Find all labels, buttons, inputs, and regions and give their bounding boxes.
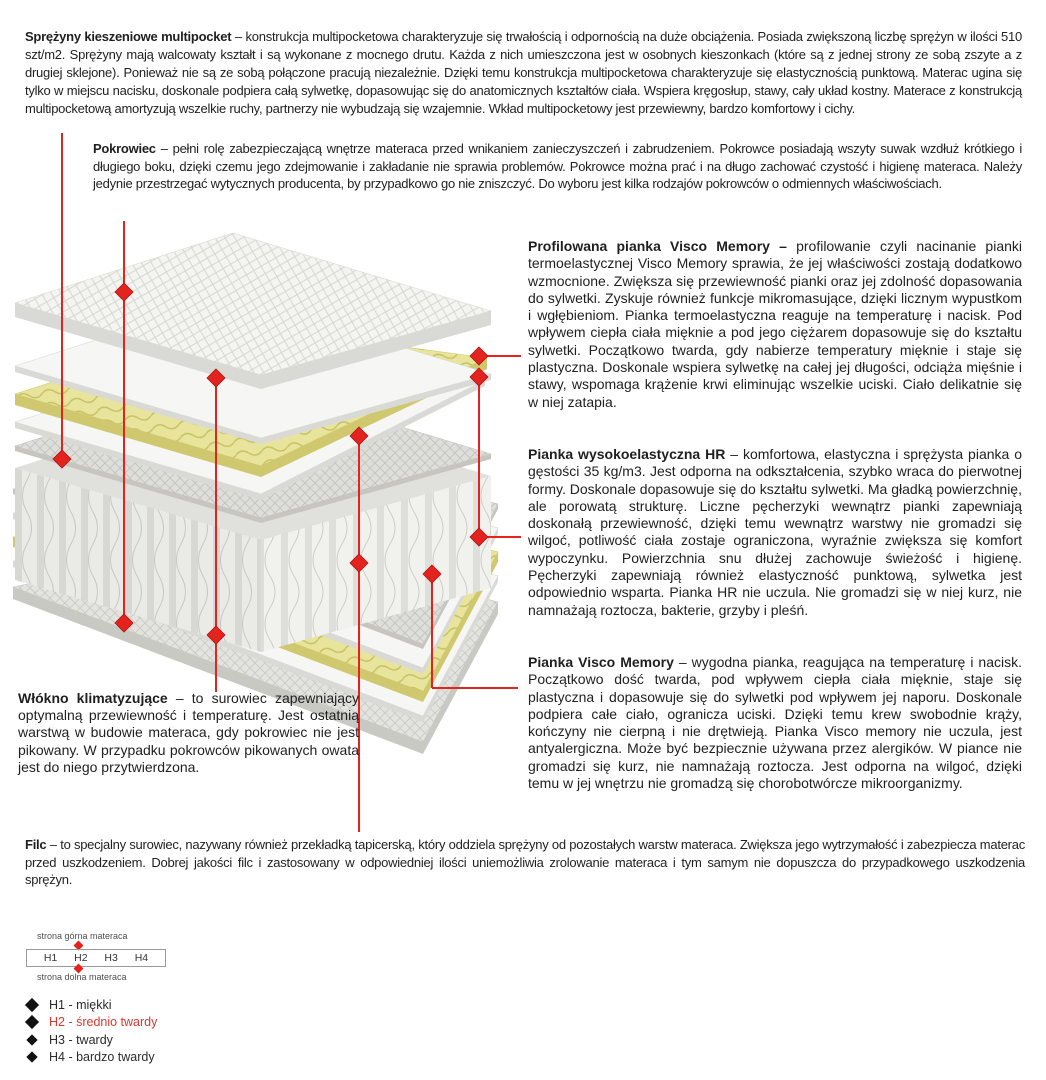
hardness-scale-box <box>26 949 166 967</box>
paragraph-felt-body: to specjalny surowiec, nazywany również przekładką tapicerską, który oddziela sprężyny od pozostałych warstw materaca. Zwiększa jego wytrzymałość i zabezpiecza materac przed uszkodzeniem. Dobrej jakości filc i zastosowany w odpowiedniej ilości uniemożliwia zrolowanie materaca i tym samym nie dopuszcza do przypadkowego uszkodzenia sprężyn. <box>25 837 1025 887</box>
paragraph-hr-foam-body: komfortowa, elastyczna i sprężysta pianka o gęstości 35 kg/m3. Jest odporna na odkształcenia, szybko wraca do pierwotnej formy. Doskonale dopasowuje się do kształtu sylwetki. Ma gładką powierzchnię, ale porowatą strukturę. Liczne pęcherzyki wewnątrz pianki zapewniają doskonałą przewiewność, dzięki temu wewnątrz warstwy nie gromadzi się wilgoć, potliwość ciała zostaje ograniczona, wyraźnie zwiększa się komfort wypoczynku. Powierzchnia snu dłużej zachowuje świeżość i higienę. Pęcherzyki zapewniają również elastyczność punktową, sylwetka jest odpowiednio wsparta. Pianka HR nie uczula. Nie gromadzi się w niej kurz, nie namnażają roztocza, bakterie, grzyby i pleśń. <box>528 446 1022 618</box>
diamond-icon <box>25 998 39 1012</box>
hardness-legend <box>27 996 157 1066</box>
legend-row-h4 <box>27 1049 157 1067</box>
paragraph-profiled-visco <box>528 238 1022 411</box>
legend-label-h4: H4 - bardzo twardy <box>49 1050 155 1065</box>
paragraph-profiled-visco-title: Profilowana pianka Visco Memory – <box>528 238 787 254</box>
paragraph-cover-title: Pokrowiec <box>93 141 156 156</box>
scale-bottom-side-label: strona dolna materaca <box>37 972 127 982</box>
diamond-icon <box>26 1052 37 1063</box>
paragraph-felt: Filc – to specjalny surowiec, nazywany również przekładką tapicerską, który oddziela sprężyny od pozostałych warstw materaca. Zwiększa jego wytrzymałość i zabezpiecza materac przed uszkodzeniem. Dobrej jakości filc i zastosowany w odpowiedniej ilości uniemożliwia zrolowanie materaca i tym samym nie dopuszcza do przypadkowego uszkodzenia sprężyn. <box>25 837 1025 887</box>
paragraph-fiber-body: to surowiec zapewniający optymalną przewiewność i temperaturę. Jest ostatnią warstwą w budowie materaca, gdy pokrowiec nie jest pikowany. W przypadku pokrowców pikowanych owata jest do niego przytwierdzona. <box>18 690 360 775</box>
scale-top-side-label: strona górna materaca <box>37 931 128 941</box>
legend-row-h2 <box>27 1014 157 1032</box>
hardness-level-h1: H1 <box>43 952 58 964</box>
paragraph-hr-foam: Pianka wysokoelastyczna HR – komfortowa, elastyczna i sprężysta pianka o gęstości 35 kg/m3. Jest odporna na odkształcenia, szybko wraca do pierwotnej formy. Doskonale dopasowuje się do kształtu sylwetki. Ma gładką powierzchnię, ale porowatą strukturę. Liczne pęcherzyki wewnątrz pianki zapewniają doskonałą przewiewność, dzięki temu wewnątrz warstwy nie gromadzi się wilgoć, potliwość ciała zostaje ograniczona, wyraźnie zwiększa się komfort wypoczynku. Powierzchnia snu dłużej zachowuje świeżość i higienę. Pęcherzyki zapewniają również elastyczność punktową, sylwetka jest odpowiednio wsparta. Pianka HR nie uczula. Nie gromadzi się w niej kurz, nie namnażają roztocza, bakterie, grzyby i pleśń. <box>528 446 1022 618</box>
paragraph-fiber: Włókno klimatyzujące – to surowiec zapewniający optymalną przewiewność i temperaturę. Jest ostatnią warstwą w budowie materaca, gdy pokrowiec nie jest pikowany. W przypadku pokrowców pikowanych owata jest do niego przytwierdzona. <box>18 690 360 775</box>
legend-label-h1: H1 - miękki <box>49 997 112 1012</box>
paragraph-visco-body: wygodna pianka, reagująca na temperaturę i nacisk. Początkowo dość twarda, pod wpływem ciepła ciała mięknie, staje się plastyczna i dopasowuje się do sylwetki pod wpływem jej naporu. Doskonale podpiera całe ciało, ogranicza uciski. Dzięki temu krew swobodnie krąży, kończyny nie cierpną i nie drętwieją. Pianka Visco memory nie uczula, jest antyalergiczna. Może być bezpiecznie używana przez alergików. W piance nie gromadzi się kurz, nie namnażają roztocza. Jest odporna na wilgoć, dzięki temu w jej wnętrzu nie gromadzą się chorobotwórcze mikroorganizmy. <box>528 654 1023 792</box>
paragraph-visco: Pianka Visco Memory – wygodna pianka, reagująca na temperaturę i nacisk. Początkowo dość twarda, pod wpływem ciepła ciała mięknie, staje się plastyczna i dopasowuje się do sylwetki pod wpływem jej naporu. Doskonale podpiera całe ciało, ogranicza uciski. Dzięki temu krew swobodnie krąży, kończyny nie cierpną i nie drętwieją. Pianka Visco memory nie uczula, jest antyalergiczna. Może być bezpiecznie używana przez alergików. W piance nie gromadzi się kurz, nie namnażają roztocza. Jest odporna na wilgoć, dzięki temu w jej wnętrzu nie gromadzą się chorobotwórcze mikroorganizmy. <box>528 654 1023 792</box>
paragraph-springs-body: konstrukcja multipocketowa charakteryzuje się trwałością i odpornością na duże obciążenia. Posiada zwiększoną liczbę sprężyn w ilości 510 szt/m2. Sprężyny mają walcowaty kształt i są wykonane z mocnego drutu. Każda z nich umieszczona jest w osobnych kieszonkach (które są z jednej strony ze sobą zszyte a z drugiej sklejone). Ponieważ nie są ze sobą połączone pracują niezależnie. Dzięki temu konstrukcja multipocketowa charakteryzuje się elastycznością punktową. Materac ugina się tylko w miejscu nacisku, doskonale podpiera całą sylwetkę, dopasowując się do anatomicznych kształtów ciała. Wspiera kręgosłup, stawy, cały układ kostny. Materace z konstrukcją multipocketową amortyzują wszelkie ruchy, partnerzy nie wybudzają się wzajemnie. Wkład multipocketowy jest przewiewny, bardzo komfortowy i cichy. <box>25 29 1022 116</box>
paragraph-profiled-visco-body: profilowanie czyli nacinanie pianki termoelastycznej Visco Memory sprawia, że jej właściwości zostają dodatkowo wzmocnione. Zwiększa się przewiewność pianki oraz jej zdolność dopasowania do sylwetki. Zyskuje również funkcje mikromasujące, dzięki licznym wypustkom i wgłębieniom. Pianka termoelastyczna reaguje na temperaturę i nacisk. Pod wpływem ciepła ciała mięknie a pod jego ciężarem dopasowuje się do kształtu sylwetki. Początkowo twarda, gdy nabierze temperatury mięknie i staje się plastyczna. Doskonale wspiera sylwetkę na całej jej długości, odciąża mięśnie i stawy, wspomaga krążenie krwi eliminując wszelkie uciski. Ciało delikatnie się w niej zatapia. <box>528 238 1023 410</box>
hardness-level-h2: H2 <box>74 952 88 964</box>
paragraph-fiber-title: Włókno klimatyzujące <box>18 690 168 706</box>
legend-label-h2: H2 - średnio twardy <box>49 1015 158 1030</box>
paragraph-cover-body: pełni rolę zabezpieczającą wnętrze materaca przed wnikaniem zanieczyszczeń i zabrudzeniem. Pokrowce posiadają wszyty suwak wzdłuż krótkiego i długiego boku, dzięki czemu jego zdejmowanie i zakładanie nie sprawia problemów. Pokrowce można prać i na długo zachować czystość i higienę materaca. Należy jedynie przestrzegać wytycznych producenta, by przypadkowo go nie zniszczyć. Do wyboru jest kilka rodzajów pokrowców o odmiennych właściwościach. <box>93 141 1022 191</box>
paragraph-hr-foam-title: Pianka wysokoelastyczna HR <box>528 446 726 462</box>
paragraph-springs: Sprężyny kieszeniowe multipocket – konstrukcja multipocketowa charakteryzuje się trwałością i odpornością na duże obciążenia. Posiada zwiększoną liczbę sprężyn w ilości 510 szt/m2. Sprężyny mają walcowaty kształt i są wykonane z mocnego drutu. Każda z nich umieszczona jest w osobnych kieszonkach (które są z jednej strony ze sobą zszyte a z drugiej sklejone). Ponieważ nie są ze sobą połączone pracują niezależnie. Dzięki temu konstrukcja multipocketowa charakteryzuje się elastycznością punktową. Materac ugina się tylko w miejscu nacisku, doskonale podpiera całą sylwetkę, dopasowując się do anatomicznych kształtów ciała. Wspiera kręgosłup, stawy, cały układ kostny. Materace z konstrukcją multipocketową amortyzują wszelkie ruchy, partnerzy nie wybudzają się wzajemnie. Wkład multipocketowy jest przewiewny, bardzo komfortowy i cichy. <box>25 29 1022 116</box>
diamond-icon <box>25 1015 39 1029</box>
diamond-icon <box>26 1034 37 1045</box>
hardness-level-h4: H4 <box>134 952 149 964</box>
legend-label-h3: H3 - twardy <box>49 1032 113 1047</box>
paragraph-cover: Pokrowiec – pełni rolę zabezpieczającą wnętrze materaca przed wnikaniem zanieczyszczeń i zabrudzeniem. Pokrowce posiadają wszyty suwak wzdłuż krótkiego i długiego boku, dzięki czemu jego zdejmowanie i zakładanie nie sprawia problemów. Pokrowce można prać i na długo zachować czystość i higienę materaca. Należy jedynie przestrzegać wytycznych producenta, by przypadkowo go nie zniszczyć. Do wyboru jest kilka rodzajów pokrowców o odmiennych właściwościach. <box>93 141 1022 191</box>
paragraph-felt-title: Filc <box>25 837 47 852</box>
paragraph-visco-title: Pianka Visco Memory <box>528 654 674 670</box>
hardness-level-h3: H3 <box>104 952 118 964</box>
paragraph-springs-title: Sprężyny kieszeniowe multipocket <box>25 29 232 44</box>
legend-row-h1 <box>27 996 157 1014</box>
legend-row-h3 <box>27 1031 157 1049</box>
